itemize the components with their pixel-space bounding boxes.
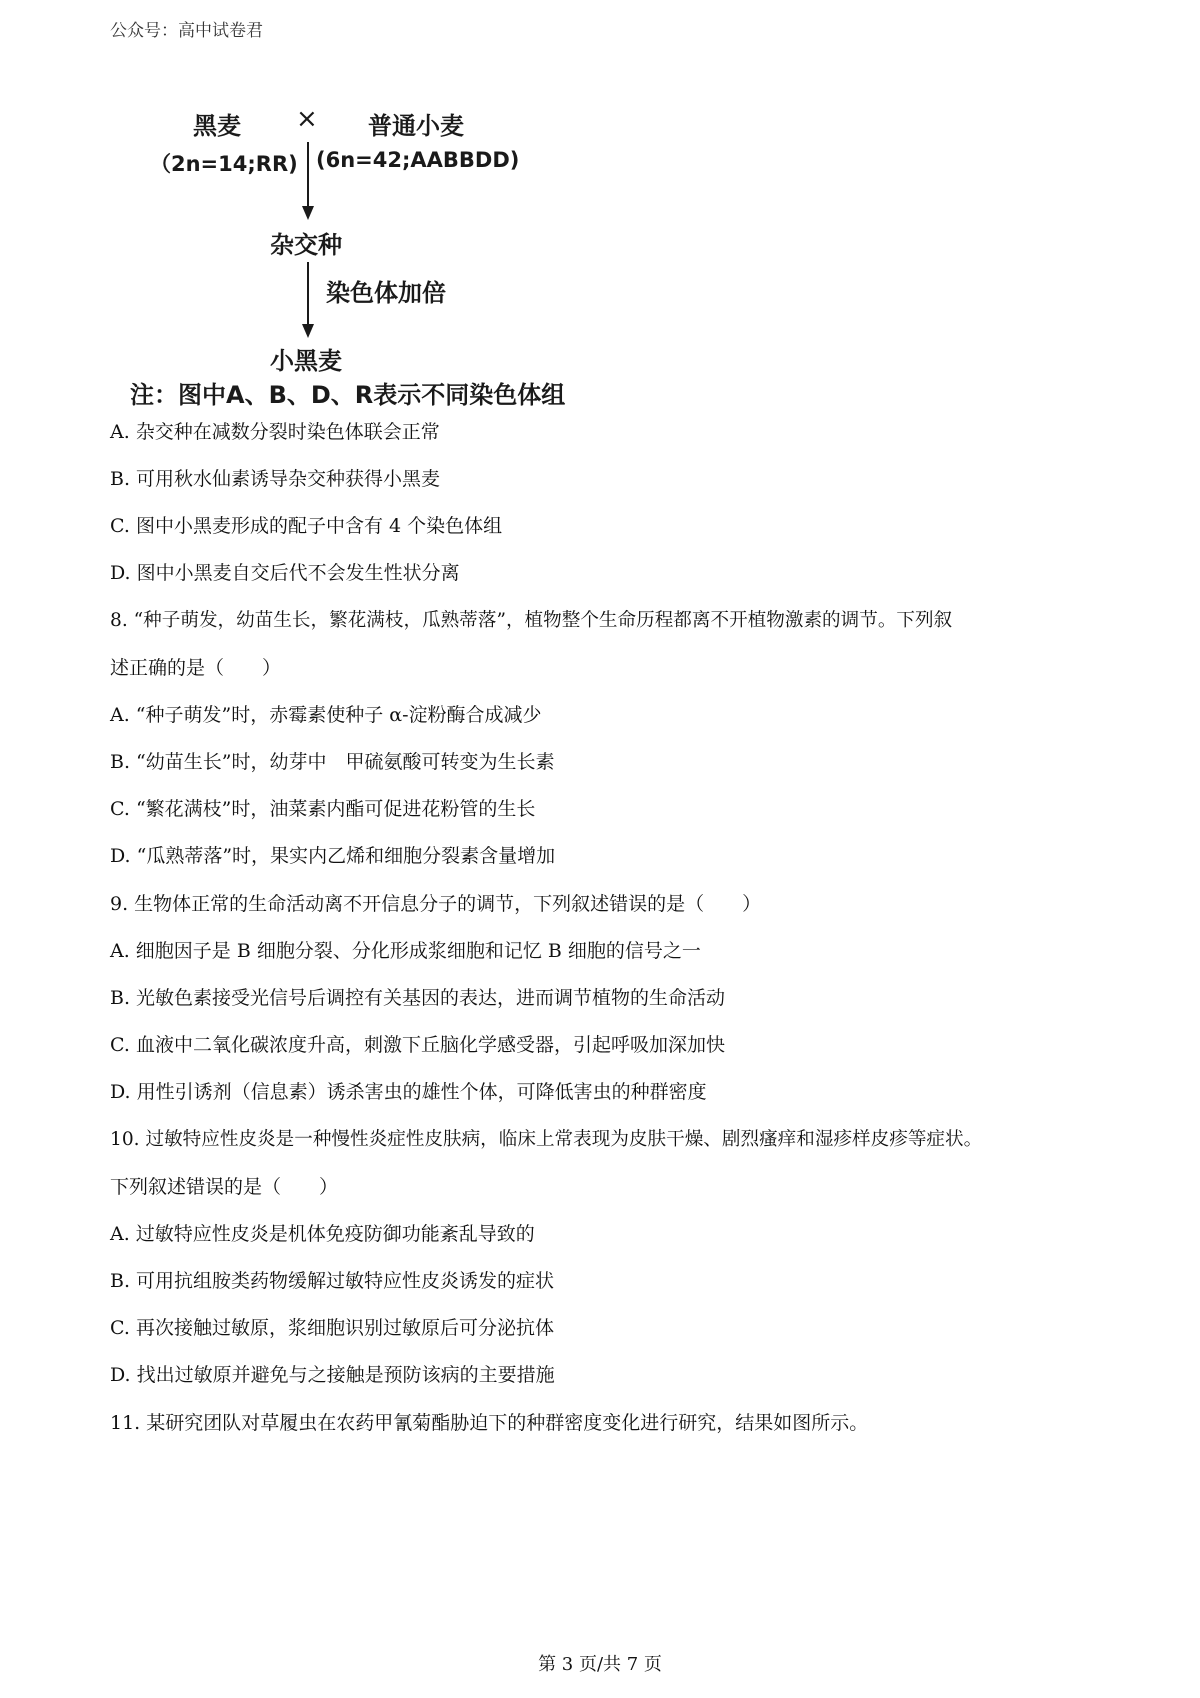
- q8-option-b: B. “幼苗生长”时，幼芽中 甲硫氨酸可转变为生长素: [110, 751, 555, 773]
- q7-option-a: A. 杂交种在减数分裂时染色体联会正常: [110, 421, 440, 443]
- q10-option-b: B. 可用抗组胺类药物缓解过敏特应性皮炎诱发的症状: [110, 1270, 555, 1292]
- q7-option-d: D. 图中小黑麦自交后代不会发生性状分离: [110, 562, 460, 584]
- q9-option-c: C. 血液中二氧化碳浓度升高，刺激下丘脑化学感受器，引起呼吸加深加快: [110, 1034, 725, 1056]
- q7-option-c: C. 图中小黑麦形成的配子中含有 4 个染色体组: [110, 515, 503, 537]
- page-number: 第 3 页/共 7 页: [538, 1654, 662, 1675]
- q8-option-a: A. “种子萌发”时，赤霉素使种子 α-淀粉酶合成减少: [110, 704, 542, 726]
- cross-arrow-line: [307, 142, 309, 207]
- doubling-arrow-line: [307, 262, 309, 326]
- hybrid-label: 杂交种: [270, 231, 342, 259]
- q8-stem-line1: 8. “种子萌发，幼苗生长，繁花满枝，瓜熟蒂落”，植物整个生命历程都离不开植物激素的调节。下列叙: [110, 610, 953, 631]
- q10-stem-line1: 10. 过敏特应性皮炎是一种慢性炎症性皮肤病，临床上常表现为皮肤干燥、剧烈瘙痒和湿疹样皮疹等症状。: [110, 1129, 983, 1150]
- q9-option-d: D. 用性引诱剂（信息素）诱杀害虫的雄性个体，可降低害虫的种群密度: [110, 1081, 707, 1103]
- parent1-genome: （2n=14;RR): [150, 152, 298, 176]
- q10-stem-line2: 下列叙述错误的是（ ）: [110, 1176, 339, 1198]
- parent2-name: 普通小麦: [368, 112, 464, 140]
- cross-symbol: ×: [296, 104, 318, 134]
- parent2-genome: (6n=42;AABBDD): [316, 148, 520, 172]
- q11-stem: 11. 某研究团队对草履虫在农药甲氰菊酯胁迫下的种群密度变化进行研究，结果如图所示。: [110, 1412, 869, 1434]
- q9-option-b: B. 光敏色素接受光信号后调控有关基因的表达，进而调节植物的生命活动: [110, 987, 726, 1009]
- q8-stem-line2: 述正确的是（ ）: [110, 657, 282, 679]
- q7-option-b: B. 可用秋水仙素诱导杂交种获得小黑麦: [110, 468, 441, 490]
- source-label: 公众号：高中试卷君: [110, 21, 263, 41]
- breeding-diagram: [0, 0, 1200, 420]
- product-label: 小黑麦: [270, 347, 342, 375]
- q9-option-a: A. 细胞因子是 B 细胞分裂、分化形成浆细胞和记忆 B 细胞的信号之一: [110, 940, 701, 962]
- q10-option-c: C. 再次接触过敏原，浆细胞识别过敏原后可分泌抗体: [110, 1317, 554, 1339]
- q8-option-c: C. “繁花满枝”时，油菜素内酯可促进花粉管的生长: [110, 798, 536, 820]
- step-label: 染色体加倍: [326, 279, 446, 307]
- q9-stem: 9. 生物体正常的生命活动离不开信息分子的调节，下列叙述错误的是（ ）: [110, 893, 762, 915]
- diagram-note: 注：图中A、B、D、R表示不同染色体组: [130, 381, 566, 409]
- q8-option-d: D. “瓜熟蒂落”时，果实内乙烯和细胞分裂素含量增加: [110, 845, 556, 867]
- cross-arrow-head: [302, 206, 314, 220]
- q10-option-d: D. 找出过敏原并避免与之接触是预防该病的主要措施: [110, 1364, 555, 1386]
- parent1-name: 黑麦: [193, 112, 241, 140]
- doubling-arrow-head: [302, 324, 314, 338]
- q10-option-a: A. 过敏特应性皮炎是机体免疫防御功能紊乱导致的: [110, 1223, 535, 1245]
